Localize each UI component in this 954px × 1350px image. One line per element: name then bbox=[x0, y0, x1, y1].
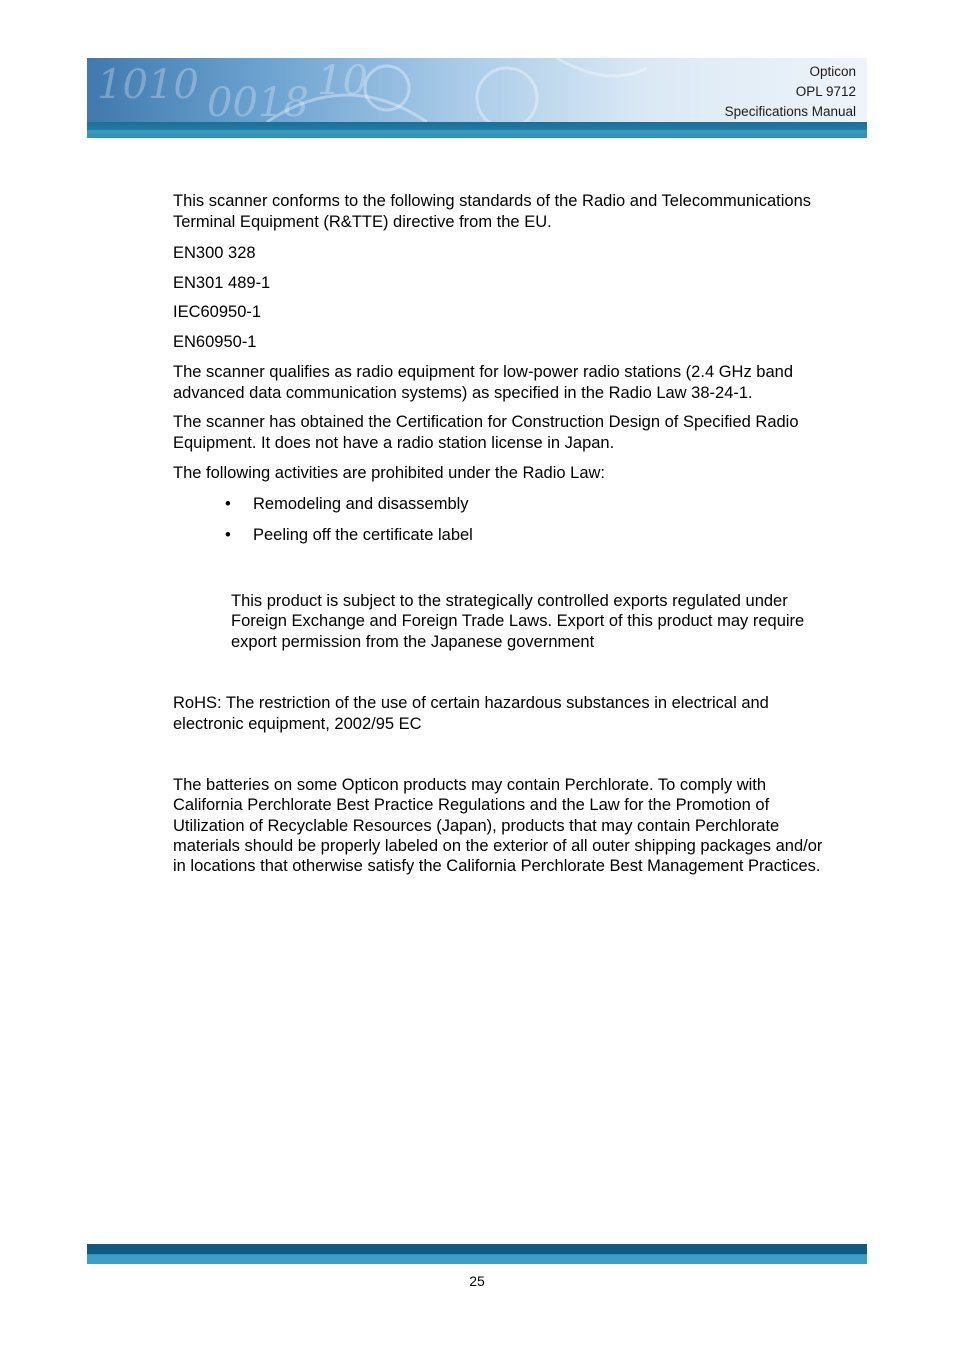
radio-line-1: The scanner qualifies as radio equipment for low-power radio stations (2.4 GHz band bbox=[173, 363, 793, 381]
header-info bbox=[725, 62, 856, 122]
svg-text:1010: 1010 bbox=[97, 62, 199, 108]
cert-line-2: Equipment. It does not have a radio station license in Japan. bbox=[173, 434, 615, 452]
prohibited-intro: The following activities are prohibited under the Radio Law: bbox=[173, 464, 605, 482]
prohibited-item-text: Peeling off the certificate label bbox=[253, 526, 473, 544]
header-doc-title: Specifications Manual bbox=[724, 104, 856, 119]
footer-bar bbox=[87, 1244, 867, 1264]
prohibited-item-text: Remodeling and disassembly bbox=[253, 495, 469, 513]
perchlorate-line-5: in locations that otherwise satisfy the California Perchlorate Best Management Practices. bbox=[173, 857, 821, 875]
header-banner bbox=[87, 58, 867, 122]
standard-item: EN301 489-1 bbox=[173, 274, 271, 292]
rohs-line-2: electronic equipment, 2002/95 EC bbox=[173, 715, 422, 733]
rohs-line-1: RoHS: The restriction of the use of certain hazardous substances in electrical and bbox=[173, 694, 769, 712]
svg-text:10: 10 bbox=[317, 58, 368, 104]
bullet-icon: • bbox=[225, 495, 231, 513]
header-divider-bar bbox=[87, 122, 867, 138]
header-decorative-graphic bbox=[87, 58, 647, 122]
cert-line-1: The scanner has obtained the Certification for Construction Design of Specified Radio bbox=[173, 413, 799, 431]
svg-text:0018: 0018 bbox=[207, 80, 309, 122]
perchlorate-line-3: Utilization of Recyclable Resources (Japan), products that may contain Perchlorate bbox=[173, 817, 780, 835]
perchlorate-line-1: The batteries on some Opticon products may contain Perchlorate. To comply with bbox=[173, 776, 767, 794]
radio-line-2: advanced data communication systems) as specified in the Radio Law 38-24-1. bbox=[173, 384, 753, 402]
export-line-3: export permission from the Japanese government bbox=[231, 633, 595, 651]
export-line-2: Foreign Exchange and Foreign Trade Laws. Export of this product may require bbox=[231, 612, 805, 630]
page-number: 25 bbox=[469, 1273, 485, 1289]
header-company: Opticon bbox=[809, 64, 856, 79]
intro-line-2: Terminal Equipment (R&TTE) directive from the EU. bbox=[173, 213, 552, 231]
perchlorate-line-2: California Perchlorate Best Practice Regulations and the Law for the Promotion of bbox=[173, 796, 770, 814]
standard-item: EN60950-1 bbox=[173, 333, 257, 351]
perchlorate-line-4: materials should be properly labeled on the exterior of all outer shipping packages and/or bbox=[173, 837, 823, 855]
export-line-1: This product is subject to the strategically controlled exports regulated under bbox=[231, 592, 788, 610]
standard-item: IEC60950-1 bbox=[173, 303, 262, 321]
bullet-icon: • bbox=[225, 526, 231, 544]
standard-item: EN300 328 bbox=[173, 244, 256, 262]
header-model: OPL 9712 bbox=[795, 84, 856, 99]
intro-line-1: This scanner conforms to the following standards of the Radio and Telecommunications bbox=[173, 192, 812, 210]
